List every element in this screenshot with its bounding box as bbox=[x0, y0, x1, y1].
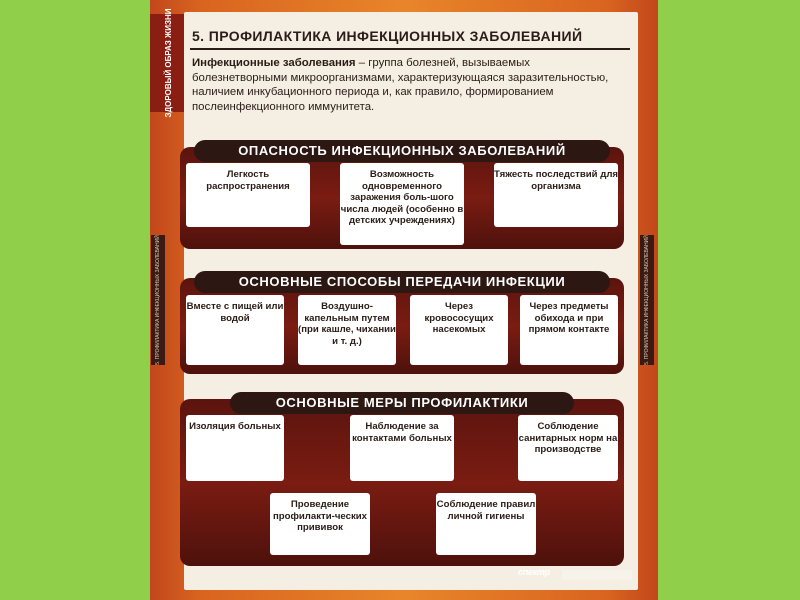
publisher-logo: спектр bbox=[518, 567, 550, 577]
transmission-card: Воздушно-капельным путем (при кашле, чихании и т. д.) bbox=[298, 295, 396, 365]
prevention-panel bbox=[180, 395, 624, 566]
danger-card: Возможность одновременного заражения боль-шого числа людей (особенно в детских учреждениях) bbox=[340, 163, 464, 245]
prevention-card: Наблюдение за контактами больных bbox=[350, 415, 454, 481]
left-side-strip-label: 5. ПРОФИЛАКТИКА ИНФЕКЦИОННЫХ ЗАБОЛЕВАНИЙ bbox=[155, 235, 161, 365]
prevention-panel-header: ОСНОВНЫЕ МЕРЫ ПРОФИЛАКТИКИ bbox=[230, 392, 574, 414]
prevention-card: Проведение профилакти-ческих прививок bbox=[270, 493, 370, 555]
definition-paragraph bbox=[192, 56, 622, 114]
publisher-fine-print bbox=[562, 570, 632, 580]
title-divider bbox=[190, 48, 630, 50]
right-side-strip bbox=[640, 235, 654, 365]
definition-term: Инфекционные заболевания bbox=[192, 57, 356, 69]
page-title: 5. ПРОФИЛАКТИКА ИНФЕКЦИОННЫХ ЗАБОЛЕВАНИЙ bbox=[192, 28, 583, 44]
transmission-panel bbox=[180, 274, 624, 374]
danger-card: Легкость распространения bbox=[186, 163, 310, 227]
definition-text: – группа болезней, вызываемых болезнетворными микроорганизмами, характеризующаяся заразительностью, наличием инкубационного периода и, как правило, формированием послеинфекционного иммунитета. bbox=[192, 57, 609, 113]
left-side-strip bbox=[151, 235, 165, 365]
side-tab bbox=[150, 8, 188, 118]
prevention-card: Соблюдение санитарных норм на производстве bbox=[518, 415, 618, 481]
transmission-card: Через кровососущих насекомых bbox=[410, 295, 508, 365]
danger-panel-header: ОПАСНОСТЬ ИНФЕКЦИОННЫХ ЗАБОЛЕВАНИЙ bbox=[194, 140, 610, 162]
transmission-card: Через предметы обихода и при прямом контакте bbox=[520, 295, 618, 365]
transmission-card: Вместе с пищей или водой bbox=[186, 295, 284, 365]
danger-card: Тяжесть последствий для организма bbox=[494, 163, 618, 227]
prevention-card: Изоляция больных bbox=[186, 415, 284, 481]
right-side-strip-label: 5. ПРОФИЛАКТИКА ИНФЕКЦИОННЫХ ЗАБОЛЕВАНИЙ bbox=[644, 235, 650, 365]
transmission-panel-header: ОСНОВНЫЕ СПОСОБЫ ПЕРЕДАЧИ ИНФЕКЦИИ bbox=[194, 271, 610, 293]
side-tab-label: ЗДОРОВЫЙ ОБРАЗ ЖИЗНИ bbox=[164, 8, 173, 118]
prevention-card: Соблюдение правил личной гигиены bbox=[436, 493, 536, 555]
danger-panel bbox=[180, 143, 624, 249]
